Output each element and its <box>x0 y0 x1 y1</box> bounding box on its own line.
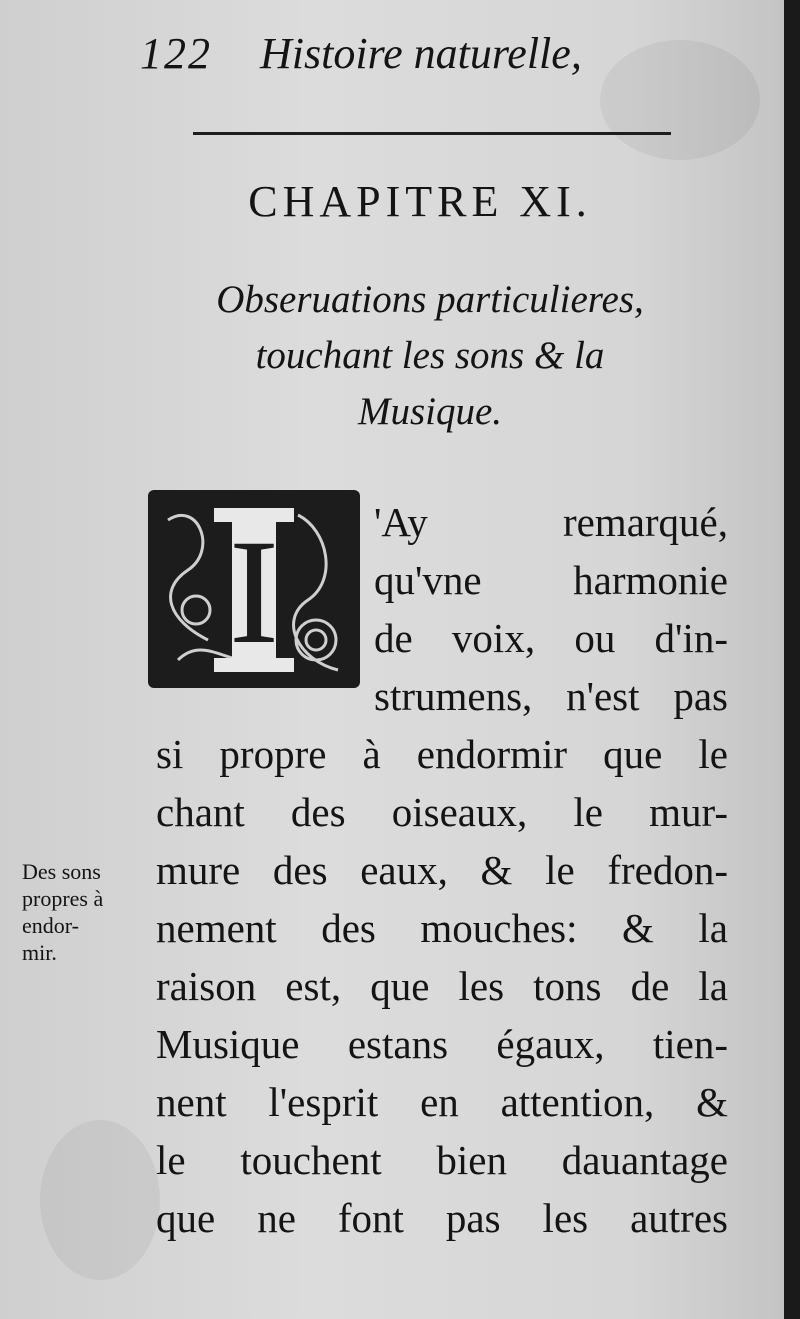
chapter-heading: CHAPITRE XI. <box>248 177 592 226</box>
subtitle-line: Musique. <box>357 390 503 433</box>
text-line: si propre à endormir que le <box>156 731 728 777</box>
paper-stain <box>40 1120 160 1280</box>
chapter-subtitle <box>150 272 710 440</box>
header-rule <box>193 132 671 135</box>
text-line: que ne font pas les autres <box>156 1195 728 1241</box>
margin-note-line: propres à <box>22 886 104 911</box>
subtitle-line: touchant les sons & la <box>255 334 605 377</box>
text-line: chant des oiseaux, le mur- <box>156 789 728 835</box>
running-title: Histoire naturelle, <box>260 29 582 78</box>
text-line: Musique estans égaux, tien- <box>156 1021 728 1067</box>
text-line: le touchent bien dauantage <box>156 1137 728 1183</box>
dropcap-ornament-icon <box>148 490 360 688</box>
text-line: de voix, ou d'in- <box>374 615 728 661</box>
margin-note-line: mir. <box>22 940 57 965</box>
margin-note-line: endor- <box>22 913 79 938</box>
text-line: mure des eaux, & le fredon- <box>156 847 728 893</box>
text-line: raison est, que les tons de la <box>156 963 728 1009</box>
text-line: strumens, n'est pas <box>374 673 728 719</box>
text-line: qu'vne harmonie <box>374 557 728 603</box>
page-number: 122 <box>140 29 212 78</box>
running-header <box>140 18 660 88</box>
text-line: 'Ay remarqué, <box>374 499 728 545</box>
text-line: nent l'esprit en attention, & <box>156 1079 728 1125</box>
text-line: nement des mouches: & la <box>156 905 728 951</box>
ornamental-dropcap <box>148 490 360 688</box>
subtitle-line: Obseruations particulieres, <box>216 278 644 321</box>
dropcap-letter: I <box>229 509 279 675</box>
margin-note-line: Des sons <box>22 859 101 884</box>
margin-note <box>22 858 150 966</box>
